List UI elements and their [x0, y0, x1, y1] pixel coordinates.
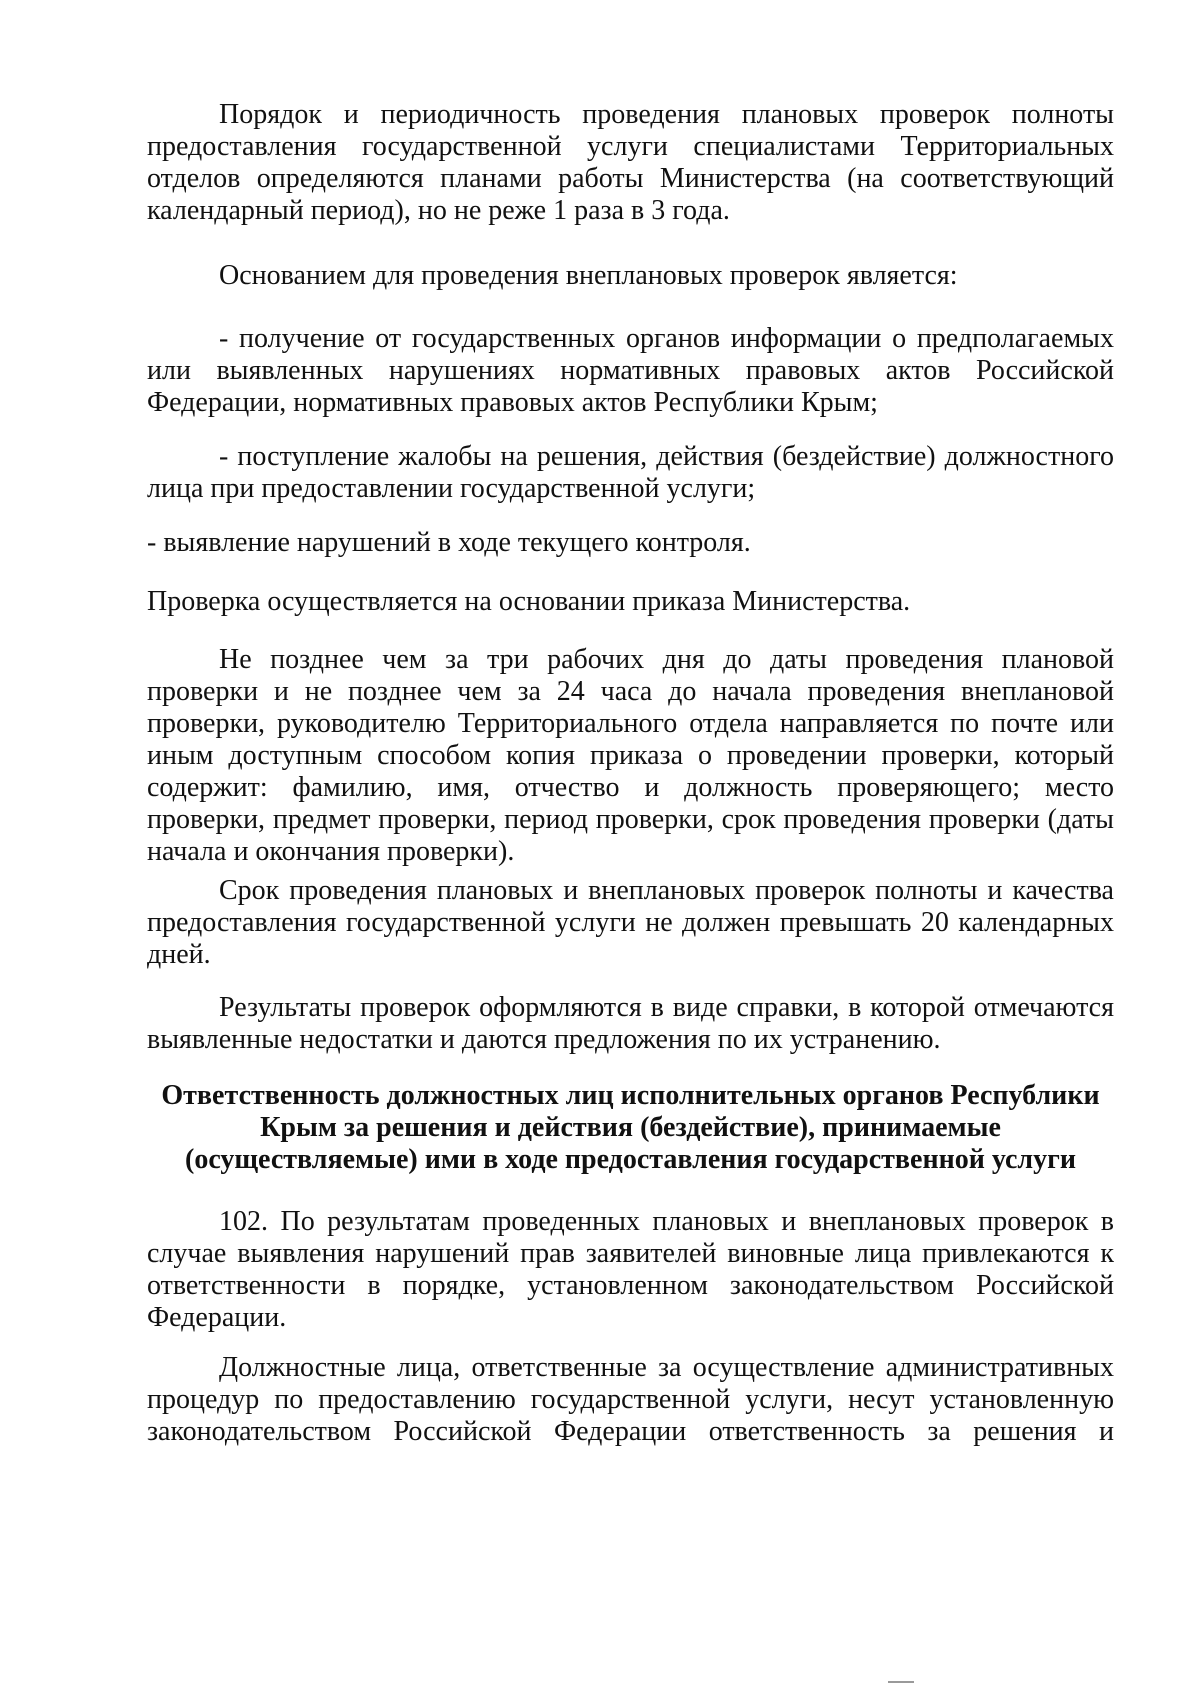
- paragraph-inspection-frequency: Порядок и периодичность проведения плановых проверок полноты предоставления государственной услуги специалистами Территориальных отделов определяются планами работы Министерства (на соответствующий календарный период), но не реже 1 раза в 3 года.: [147, 99, 1114, 226]
- paragraph-inspection-duration: Срок проведения плановых и внеплановых проверок полноты и качества предоставления государственной услуги не должен превышать 20 календарных дней.: [147, 875, 1114, 970]
- paragraph-inspection-order: Проверка осуществляется на основании приказа Министерства.: [147, 586, 911, 617]
- paragraph-ground-complaint: - поступление жалобы на решения, действия (бездействие) должностного лица при предоставлении государственной услуги;: [147, 441, 1114, 504]
- paragraph-unscheduled-grounds: Основанием для проведения внеплановых проверок является:: [219, 260, 958, 291]
- paragraph-inspection-results: Результаты проверок оформляются в виде справки, в которой отмечаются выявленные недостатки и даются предложения по их устранению.: [147, 992, 1114, 1055]
- paragraph-order-notification: Не позднее чем за три рабочих дня до даты проведения плановой проверки и не позднее чем за 24 часа до начала проведения внеплановой проверки, руководителю Территориального отдела направляется по почте или иным доступным способом копия приказа о проведении проверки, который содержит: фамилию, имя, отчество и должность проверяющего; место проверки, предмет проверки, период проверки, срок проведения проверки (даты начала и окончания проверки).: [147, 644, 1114, 867]
- paragraph-102-liability: 102. По результатам проведенных плановых и внеплановых проверок в случае выявления нарушений прав заявителей виновные лица привлекаются к ответственности в порядке, установленном законодательством Российской Федерации.: [147, 1206, 1114, 1333]
- paragraph-ground-violations: - выявление нарушений в ходе текущего контроля.: [147, 527, 751, 558]
- section-heading-responsibility: Ответственность должностных лиц исполнительных органов Республики Крым за решения и действия (бездействие), принимаемые (осуществляемые) ими в ходе предоставления государственной услуги: [161, 1080, 1100, 1175]
- paragraph-officials-responsibility: Должностные лица, ответственные за осуществление административных процедур по предоставлению государственной услуги, несут установленную законодательством Российской Федерации ответственность за решения и: [147, 1352, 1114, 1447]
- page-edge-mark: [888, 1681, 914, 1683]
- paragraph-ground-information: - получение от государственных органов информации о предполагаемых или выявленных нарушениях нормативных правовых актов Российской Федерации, нормативных правовых актов Республики Крым;: [147, 323, 1114, 418]
